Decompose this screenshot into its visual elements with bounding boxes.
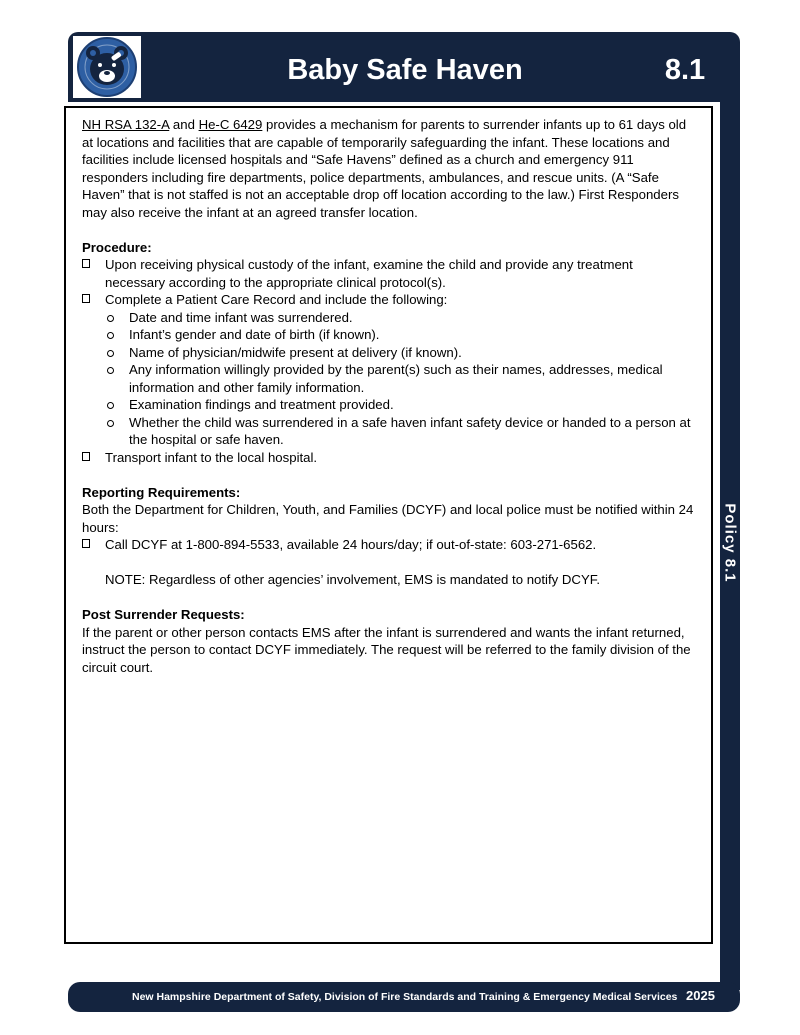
procedure-item: Transport infant to the local hospital. <box>82 449 694 467</box>
checkbox-icon <box>82 294 90 303</box>
procedure-subitem: Examination findings and treatment provided. <box>82 396 694 414</box>
bullet-circle-icon <box>107 420 114 427</box>
checkbox-icon <box>82 539 90 548</box>
procedure-item: Complete a Patient Care Record and include the following: <box>82 291 694 309</box>
bullet-circle-icon <box>107 332 114 339</box>
bullet-circle-icon <box>107 367 114 374</box>
footer-year: 2025 <box>686 988 715 1003</box>
bullet-circle-icon <box>107 315 114 322</box>
footer-text: New Hampshire Department of Safety, Division of Fire Standards and Training & Emergency Medical Services <box>132 991 678 1003</box>
intro-text: provides a mechanism for parents to surrender infants up to 61 days old at locations and facilities that are capable of temporarily safeguarding the infant. These locations and facilities include licensed hospitals and “Safe Havens” defined as a church and emergency 911 responders including fire departments, police departments, ambulances, and rescue units. (A “Safe Haven” that is not staffed is not an acceptable drop off location according to the law.) First Responders may also receive the infant at an agreed transfer location. <box>82 117 687 220</box>
procedure-item: Upon receiving physical custody of the infant, examine the child and provide any treatment necessary according to the appropriate clinical protocol(s). <box>82 256 694 291</box>
page-title: Baby Safe Haven <box>287 54 523 86</box>
procedure-heading: Procedure: <box>82 239 152 255</box>
post-text: If the parent or other person contacts EMS after the infant is surrendered and wants the infant returned, instruct the person to contact DCYF immediately. The request will be referred to the family division of the circuit court. <box>82 624 691 675</box>
reporting-text: Both the Department for Children, Youth, and Families (DCYF) and local police must be notified within 24 hours: <box>82 502 694 535</box>
procedure-subitem: Whether the child was surrendered in a safe haven infant safety device or handed to a person at the hospital or safe haven. <box>82 414 694 449</box>
bullet-circle-icon <box>107 350 114 357</box>
procedure-subitem: Any information willingly provided by the parent(s) such as their names, addresses, medical information and other family information. <box>82 361 694 396</box>
hec-link[interactable]: He-C 6429 <box>198 117 263 132</box>
reporting-item: Call DCYF at 1-800-894-5533, available 24 hours/day; if out-of-state: 603-271-6562. <box>82 536 694 554</box>
procedure-subitem: Infant’s gender and date of birth (if known). <box>82 326 694 344</box>
reporting-note: NOTE: Regardless of other agencies’ involvement, EMS is mandated to notify DCYF. <box>105 572 600 587</box>
policy-number: 8.1 <box>664 54 706 86</box>
procedure-subitem: Name of physician/midwife present at delivery (if known). <box>82 344 694 362</box>
procedure-subitem: Date and time infant was surrendered. <box>82 309 694 327</box>
reporting-heading: Reporting Requirements: <box>82 484 241 500</box>
intro-paragraph <box>82 116 694 221</box>
intro-and: and <box>169 117 199 132</box>
policy-content <box>82 116 694 676</box>
checkbox-icon <box>82 259 90 268</box>
teddy-bear-icon <box>73 36 141 98</box>
side-policy-label: Policy 8.1 <box>721 503 739 583</box>
logo <box>72 35 142 99</box>
rsa-link[interactable]: NH RSA 132-A <box>82 117 170 132</box>
bullet-circle-icon <box>107 402 114 409</box>
post-heading: Post Surrender Requests: <box>82 607 245 622</box>
checkbox-icon <box>82 452 90 461</box>
